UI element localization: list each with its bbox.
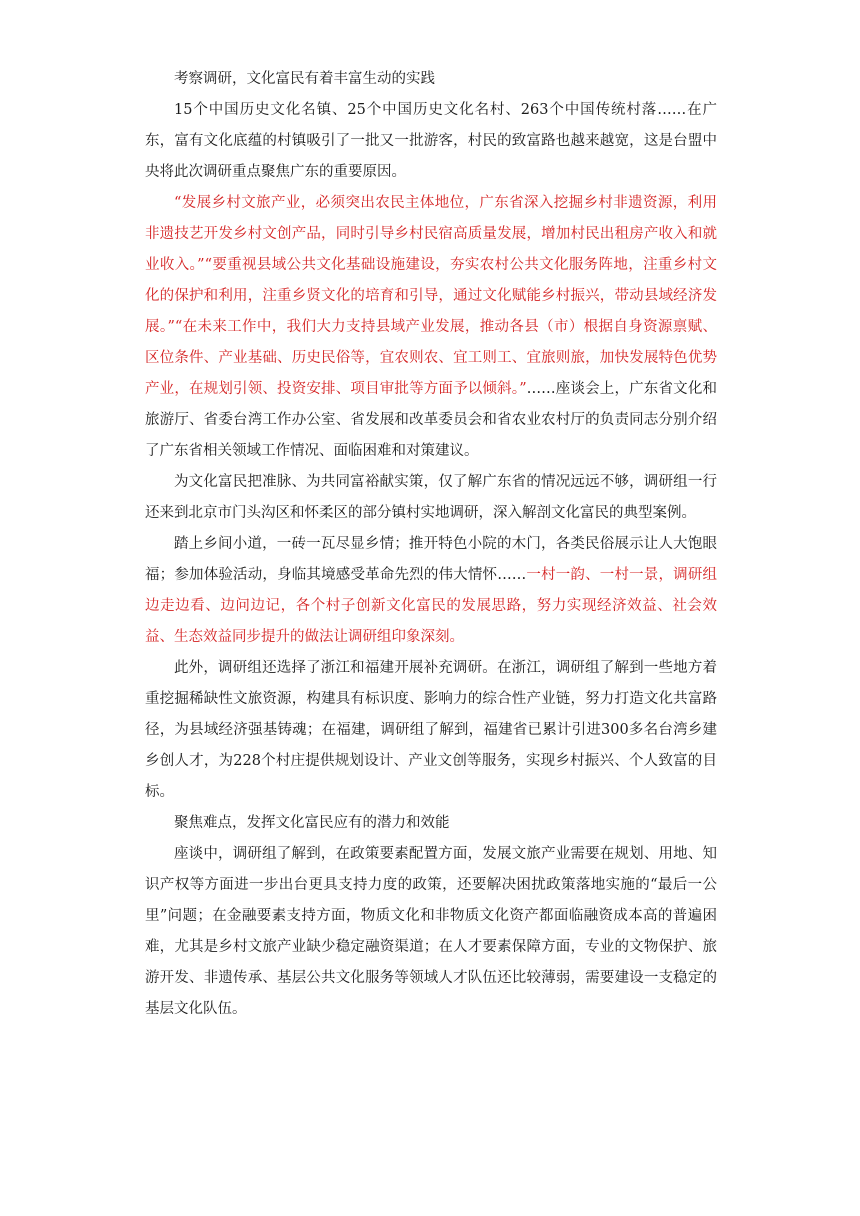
text-span: 聚焦难点，发挥文化富民应有的潜力和效能 (174, 815, 450, 831)
text-span: 为文化富民把准脉、为共同富裕献实策，仅了解广东省的情况远远不够，调研组一行还来到北京市门头沟区和怀柔区的部分镇村实地调研，深入解剖文化富民的典型案例。 (145, 474, 717, 521)
text-span: ……座谈会上，广东省文化和旅游厅、省委台湾工作办公室、省发展和改革委员会和省农业农村厅的负责同志分别介绍了广东省相关领域工作情况、面临困难和对策建议。 (145, 381, 717, 459)
text-span: 此外，调研组还选择了浙江和福建开展补充调研。在浙江，调研组了解到一些地方着重挖掘稀缺性文旅资源，构建具有标识度、影响力的综合性产业链，努力打造文化共富路径，为县域经济强基铸魂；在福建，调研组了解到，福建省已累计引进300多名台湾乡建乡创人才，为228个村庄提供规划设计、产业文创等服务，实现乡村振兴、个人致富的目标。 (145, 660, 717, 800)
paragraph-symposium-quotes (145, 188, 717, 467)
paragraph-village-visit (145, 529, 717, 653)
highlighted-quote: “发展乡村文旅产业，必须突出农民主体地位，广东省深入挖掘乡村非遗资源，利用非遗技艺开发乡村文创产品，同时引导乡村民宿高质量发展，增加村民出租房产收入和就业收入。”“要重视县域公共文化基础设施建设，夯实农村公共文化服务阵地，注重乡村文化的保护和利用，注重乡贤文化的培育和引导，通过文化赋能乡村振兴，带动县域经济发展。”“在未来工作中，我们大力支持县域产业发展，推动各县（市）根据自身资源禀赋、区位条件、产业基础、历史民俗等，宜农则农、宜工则工、宜旅则旅，加快发展特色优势产业，在规划引领、投资安排、项目审批等方面予以倾斜。” (145, 195, 717, 397)
text-span: 座谈中，调研组了解到，在政策要素配置方面，发展文旅产业需要在规划、用地、知识产权等方面进一步出台更具支持力度的政策，还要解决困扰政策落地实施的“最后一公里”问题；在金融要素支持方面，物质文化和非物质文化资产都面临融资成本高的普遍困难，尤其是乡村文旅产业缺少稳定融资渠道；在人才要素保障方面，专业的文物保护、旅游开发、非遗传承、基层公共文化服务等领域人才队伍还比较薄弱，需要建设一支稳定的基层文化队伍。 (145, 846, 717, 1017)
section-heading-research (145, 64, 717, 95)
highlighted-text: 一村一韵、一村一景，调研组边走边看、边问边记，各个村子创新文化富民的发展思路，努力实现经济效益、社会效益、生态效益同步提升的做法让调研组印象深刻。 (145, 567, 718, 645)
text-span: 考察调研，文化富民有着丰富生动的实践 (174, 71, 435, 87)
text-span: 15个中国历史文化名镇、25个中国历史文化名村、263个中国传统村落……在广东，富有文化底蕴的村镇吸引了一批又一批游客，村民的致富路也越来越宽，这是台盟中央将此次调研重点聚焦广东的重要原因。 (145, 102, 717, 180)
paragraph-policy-issues (145, 839, 717, 1025)
text-span: 踏上乡间小道，一砖一瓦尽显乡情；推开特色小院的木门，各类民俗展示让人大饱眼福；参加体验活动，身临其境感受革命先烈的伟大情怀…… (145, 536, 717, 583)
paragraph-zhejiang-fujian (145, 653, 717, 808)
paragraph-guangdong-villages (145, 95, 717, 188)
section-heading-difficulties (145, 808, 717, 839)
document-body (145, 64, 717, 1025)
paragraph-beijing-research (145, 467, 717, 529)
